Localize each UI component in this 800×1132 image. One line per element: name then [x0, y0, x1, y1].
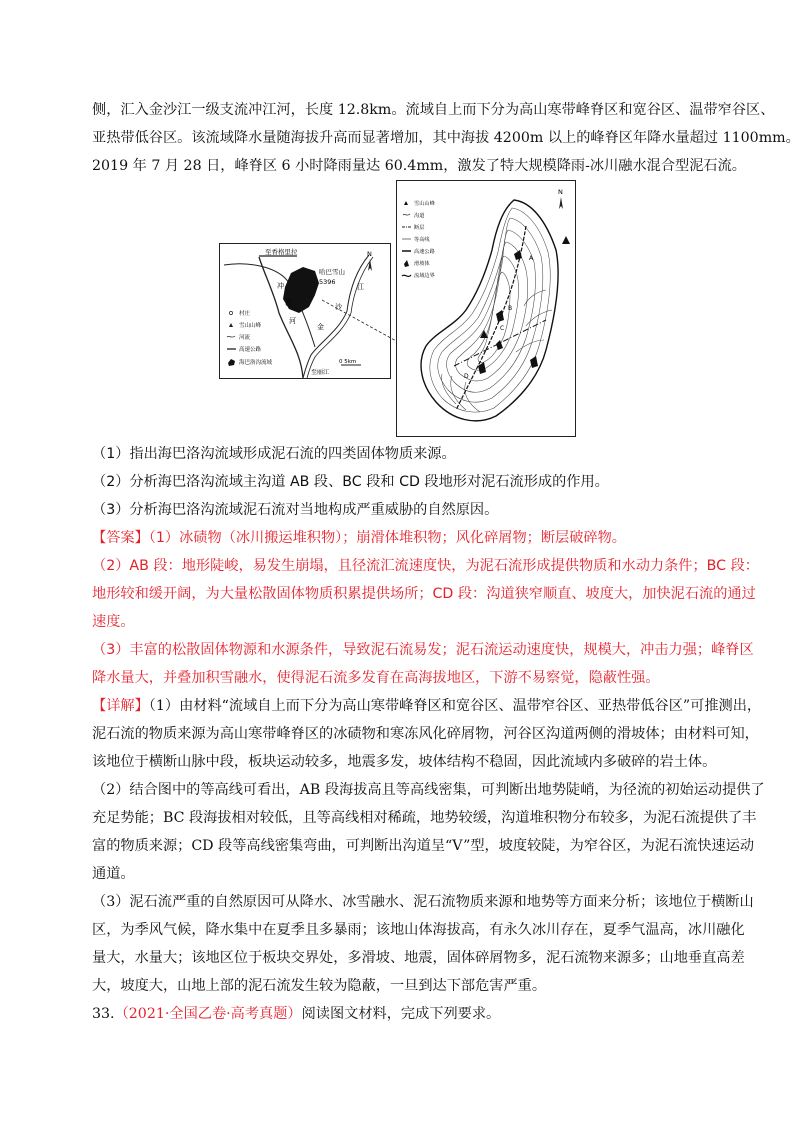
legend-label: 村庄 — [239, 311, 251, 317]
legend-label: 海巴洛沟流域 — [239, 360, 273, 366]
answer-2-line: 地形较和缓开阔，为大量松散固体物质积累提供场所；CD 段：沟道狭窄顺直、坡度大，加快泥石流的通过 — [92, 586, 756, 602]
answer-1: （1）冰碛物（冰川搬运堆积物）；崩滑体堆积物；风化碎屑物；断层破碎物。 — [148, 530, 626, 546]
intro-line: 亚热带低谷区。该流域降水量随海拔升高而显著增加，其中海拔 4200m 以上的峰脊区年降水量超过 1100mm。 — [92, 130, 800, 146]
legend-label: 滑坡体 — [414, 261, 430, 267]
point-label: A — [529, 255, 534, 262]
detail-2-line: 通道。 — [92, 866, 135, 882]
north-label: N — [558, 188, 563, 196]
detail-1-line: 该地位于横断山脉中段，板块运动较多，地震多发，坡体结构不稳固，因此流域内多破碎的岩土体。 — [92, 754, 717, 770]
river-char: 金 — [317, 323, 324, 331]
map-label-shangrila: 至香格里拉 — [265, 248, 298, 256]
detail-3-line: 大，坡度大，山地上部的泥石流发生较为隐蔽，一旦到达下部危害严重。 — [92, 978, 547, 994]
legend-label: 高速公路 — [239, 347, 262, 353]
legend-label: 沟道 — [414, 213, 425, 219]
detail-block — [92, 692, 765, 1000]
detail-2-line: 充足势能；BC 段海拔相对较低，且等高线相对稀疏，地势较缓，沟道堆积物分布较多，为泥石流提供了丰 — [92, 810, 757, 826]
watershed-contour-map — [396, 180, 576, 437]
answer-3-line: （3）丰富的松散固体物源和水源条件，导致泥石流易发；泥石流运动速度快，规模大，冲击力强；峰脊区 — [92, 642, 754, 658]
answer-3-line: 降水量大，并叠加积雪融水，使得泥石流多发育在高海拔地区，下游不易察觉，隐蔽性强。 — [92, 670, 660, 686]
connector-line — [320, 270, 400, 360]
question-3: （3）分析海巴洛沟流域泥石流对当地构成严重威胁的自然原因。 — [92, 502, 499, 518]
river-char: 沙 — [335, 303, 342, 311]
point-label: C — [500, 325, 505, 332]
detail-3-line: （3）泥石流严重的自然原因可从降水、冰雪融水、泥石流物质来源和地势等方面来分析；该地位于横断山 — [92, 894, 754, 910]
answer-tag: 【答案】 — [92, 530, 149, 546]
answer-2-line: （2）AB 段：地形陡峻，易发生崩塌，且径流汇流速度快，为泥石流形成提供物质和水动力条件；BC 段： — [92, 558, 759, 574]
north-label: N — [367, 250, 372, 258]
intro-paragraph — [92, 96, 800, 180]
river-char: 河 — [289, 317, 296, 325]
legend-label: 雪山山峰 — [239, 323, 262, 329]
legend-label: 等高线 — [414, 237, 430, 243]
question-2: （2）分析海巴洛沟流域主沟道 AB 段、BC 段和 CD 段地形对泥石流形成的作用。 — [92, 474, 609, 490]
river-char: 江 — [285, 299, 292, 307]
answer-2-line: 速度。 — [92, 614, 135, 630]
questions — [92, 440, 724, 524]
detail-1-line: （1）由材料“流域自上而下分为高山寒带峰脊区和宽谷区、温带窄谷区、亚热带低谷区”可推测出， — [148, 698, 762, 714]
legend-label: 断层 — [414, 225, 425, 231]
peak-name: 哈巴雪山 — [319, 268, 345, 276]
legend-label: 河流 — [239, 335, 251, 341]
detail-tag: 【详解】 — [92, 698, 149, 714]
detail-3-line: 量大，水量大；该地区位于板块交界处，多滑坡、地震，固体碎屑物多，泥石流物来源多；山地垂直高差 — [92, 950, 745, 966]
detail-3-line: 区，为季风气候，降水集中在夏季且多暴雨；该地山体海拔高，有永久冰川存在，夏季气温高，冰川融化 — [92, 922, 745, 938]
answer-block — [92, 524, 759, 692]
peak-elevation: 5396 — [319, 278, 336, 286]
intro-line: 侧，汇入金沙江一级支流冲江河，长度 12.8km。流域自上而下分为高山寒带峰脊区和宽谷区、温带窄谷区、 — [92, 102, 775, 118]
point-label: B — [508, 305, 513, 312]
scale-label: 0 5km — [339, 359, 357, 365]
detail-1-line: 泥石流的物质来源为高山寒带峰脊区的冰碛物和寒冻风化碎屑物，河谷区沟道两侧的滑坡体；由材料可知， — [92, 726, 759, 742]
detail-2-line: 富的物质来源；CD 段等高线密集弯曲，可判断出沟道呈“V”型，坡度较陡，为窄谷区，为泥石流快速运动 — [92, 838, 755, 854]
next-question — [92, 1000, 724, 1028]
map-label-lijiang: 至丽江 — [311, 369, 330, 376]
legend-label: 高速公路 — [414, 249, 435, 255]
river-char: 冲 — [277, 282, 284, 290]
question-number: 33. — [92, 1006, 115, 1022]
question-instruction: 阅读图文材料，完成下列要求。 — [301, 1006, 501, 1022]
legend-label: 雪山山峰 — [414, 201, 435, 207]
river-char: 江 — [357, 283, 364, 291]
question-source: （2021·全国乙卷·高考真题） — [114, 1006, 302, 1022]
detail-2-line: （2）结合图中的等高线可看出，AB 段海拔高且等高线密集，可判断出地势陡峭，为径流的初始运动提供了 — [92, 782, 765, 798]
legend-label: 流域边界 — [414, 273, 435, 279]
question-1: （1）指出海巴洛沟流域形成泥石流的四类固体物质来源。 — [92, 446, 456, 462]
intro-line: 2019 年 7 月 28 日，峰脊区 6 小时降雨量达 60.4mm，激发了特大规模降雨-冰川融水混合型泥石流。 — [92, 158, 746, 174]
point-label: D — [464, 373, 469, 380]
